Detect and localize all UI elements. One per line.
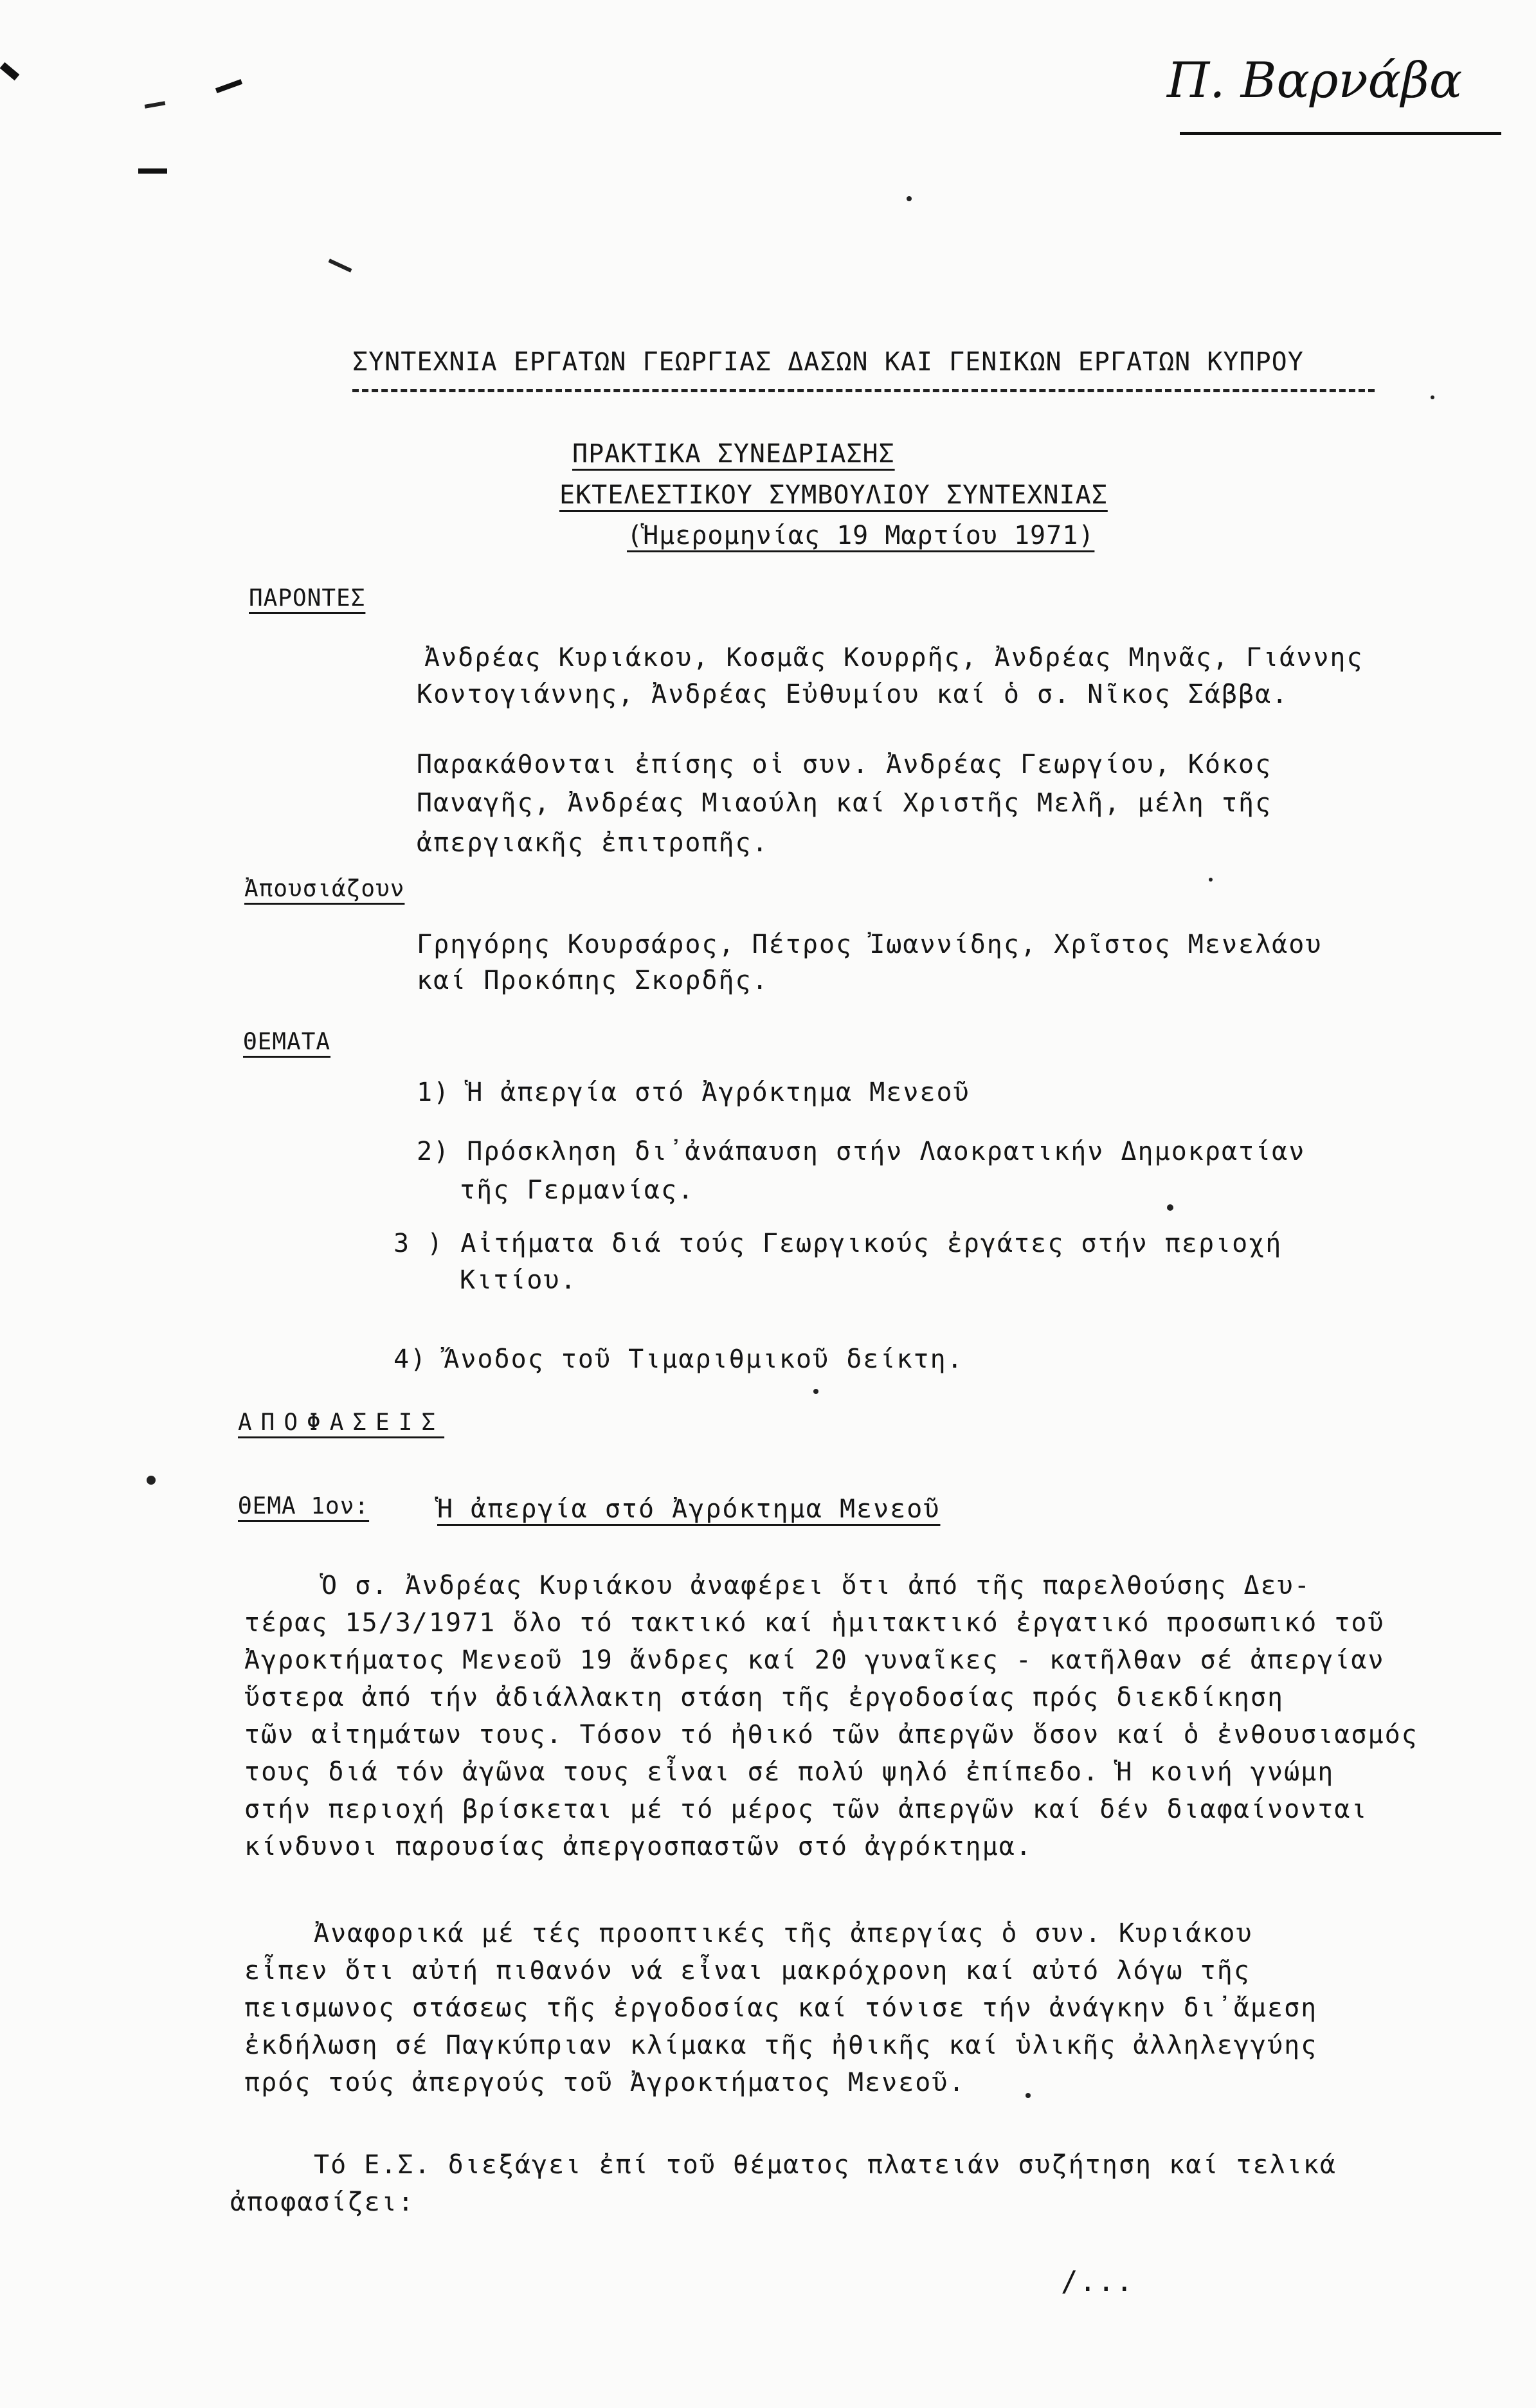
- present-line-3: Παρακάθονται ἐπίσης οἱ συν. Ἀνδρέας Γεωργίου, Κόκος: [417, 750, 1272, 779]
- present-line-1: Ἀνδρέας Κυριάκου, Κοσμᾶς Κουρρῆς, Ἀνδρέας Μηνᾶς, Γιάννης: [424, 643, 1364, 673]
- absent-label: Ἀπουσιάζουν: [244, 876, 405, 902]
- handwritten-annotation: Π. Βαρνάβα: [1167, 51, 1463, 109]
- paragraph-3-line: Τό Ε.Σ. διεξάγει ἐπί τοῦ θέματος πλατειάν συζήτηση καί τελικά: [314, 2150, 1337, 2180]
- absent-line-1: Γρηγόρης Κουρσάρος, Πέτρος Ἰωαννίδης, Χρῖστος Μενελάου: [417, 930, 1323, 959]
- absent-line-2: καί Προκόπης Σκορδῆς.: [417, 966, 769, 995]
- scan-mark: [138, 168, 167, 174]
- continuation-marker: /...: [1061, 2265, 1134, 2298]
- topic-item-4: 4) Ἄνοδος τοῦ Τιμαριθμικοῦ δείκτη.: [393, 1344, 964, 1374]
- minutes-date: (Ἡμερομηνίας 19 Μαρτίου 1971): [627, 521, 1095, 550]
- paragraph-2-line: πεισμωνος στάσεως τῆς ἐργοδοσίας καί τόνισε τήν ἀνάγκην δι᾽ἄμεση: [244, 1993, 1318, 2023]
- topic-item-1: 1) Ἡ ἀπεργία στό Ἀγρόκτημα Μενεοῦ: [417, 1078, 970, 1107]
- paragraph-1-line: ὕστερα ἀπό τήν ἀδιάλλακτη στάση τῆς ἐργοδοσίας πρός διεκδίκηση: [244, 1683, 1285, 1712]
- annotation-underline: [1180, 132, 1501, 135]
- present-line-4: Παναγῆς, Ἀνδρέας Μιαούλη καί Χριστῆς Μελῆ, μέλη τῆς: [417, 788, 1272, 818]
- scan-mark: [329, 258, 352, 272]
- paragraph-2-line: πρός τούς ἀπεργούς τοῦ Ἀγροκτήματος Μενεοῦ.: [244, 2068, 966, 2097]
- topic-item-2-line-2: τῆς Γερμανίας.: [460, 1175, 695, 1205]
- present-line-2: Κοντογιάννης, Ἀνδρέας Εὐθυμίου καί ὁ σ. Νῖκος Σάββα.: [417, 680, 1289, 709]
- present-label: ΠΑΡΟΝΤΕΣ: [249, 585, 366, 611]
- topics-label: ΘΕΜΑΤΑ: [243, 1029, 331, 1055]
- minutes-subtitle: ΕΚΤΕΛΕΣΤΙΚΟΥ ΣΥΜΒΟΥΛΙΟΥ ΣΥΝΤΕΧΝΙΑΣ: [559, 480, 1108, 510]
- paragraph-2-line: εἶπεν ὅτι αὐτή πιθανόν νά εἶναι μακρόχρονη καί αὐτό λόγω τῆς: [244, 1956, 1251, 1986]
- present-line-5: ἀπεργιακῆς ἐπιτροπῆς.: [417, 828, 769, 858]
- paragraph-1-line: τους διά τόν ἀγῶνα τους εἶναι σέ πολύ ψηλό ἐπίπεδο. Ἡ κοινή γνώμη: [244, 1757, 1335, 1787]
- topic-item-2-line-1: 2) Πρόσκληση δι᾽ἀνάπαυση στήν Λαοκρατικήν Δημοκρατίαν: [417, 1137, 1306, 1166]
- paragraph-1-line: τῶν αἰτημάτων τους. Τόσον τό ἠθικό τῶν ἀπεργῶν ὅσον καί ὁ ἐνθουσιασμός: [244, 1720, 1418, 1750]
- scan-mark: [215, 79, 242, 93]
- title-dashed-underline: [352, 389, 1375, 392]
- topic-item-3-line-1: 3 ) Αἰτήματα διά τούς Γεωργικούς ἐργάτες στήν περιοχή: [393, 1229, 1283, 1258]
- paragraph-2-line: Ἀναφορικά μέ τές προοπτικές τῆς ἀπεργίας ὁ συν. Κυριάκου: [314, 1919, 1253, 1948]
- paragraph-1-line: στήν περιοχή βρίσκεται μέ τό μέρος τῶν ἀπεργῶν καί δέν διαφαίνονται: [244, 1795, 1368, 1824]
- decision-topic-1-label: ΘΕΜΑ 1ον:: [238, 1493, 370, 1519]
- paragraph-1-line: κίνδυνοι παρουσίας ἀπεργοσπαστῶν στό ἀγρόκτημα.: [244, 1832, 1033, 1861]
- decision-topic-1-title: Ἡ ἀπεργία στό Ἀγρόκτημα Μενεοῦ: [437, 1494, 941, 1524]
- paragraph-1-line: Ἀγροκτήματος Μενεοῦ 19 ἄνδρες καί 20 γυναῖκες - κατῆλθαν σέ ἀπεργίαν: [244, 1645, 1385, 1675]
- union-title: ΣΥΝΤΕΧΝΙΑ ΕΡΓΑΤΩΝ ΓΕΩΡΓΙΑΣ ΔΑΣΩΝ ΚΑΙ ΓΕΝΙΚΩΝ ΕΡΓΑΤΩΝ ΚΥΠΡΟΥ: [352, 347, 1304, 377]
- decisions-label: ΑΠΟΦΑΣΕΙΣ: [238, 1409, 445, 1436]
- paragraph-2-line: ἐκδήλωση σέ Παγκύπριαν κλίμακα τῆς ἠθικῆς καί ὑλικῆς ἀλληλεγγύης: [244, 2031, 1318, 2060]
- scan-mark: [145, 101, 166, 108]
- paragraph-3-line: ἀποφασίζει:: [230, 2187, 415, 2217]
- scan-mark: [0, 62, 19, 80]
- topic-item-3-line-2: Κιτίου.: [460, 1265, 577, 1295]
- paragraph-1-line: Ὁ σ. Ἀνδρέας Κυριάκου ἀναφέρει ὅτι ἀπό τῆς παρελθούσης Δευ-: [321, 1571, 1311, 1600]
- paragraph-1-line: τέρας 15/3/1971 ὅλο τό τακτικό καί ἡμιτακτικό ἐργατικό προσωπικό τοῦ: [244, 1608, 1385, 1638]
- minutes-title: ΠΡΑΚΤΙΚΑ ΣΥΝΕΔΡΙΑΣΗΣ: [572, 439, 895, 469]
